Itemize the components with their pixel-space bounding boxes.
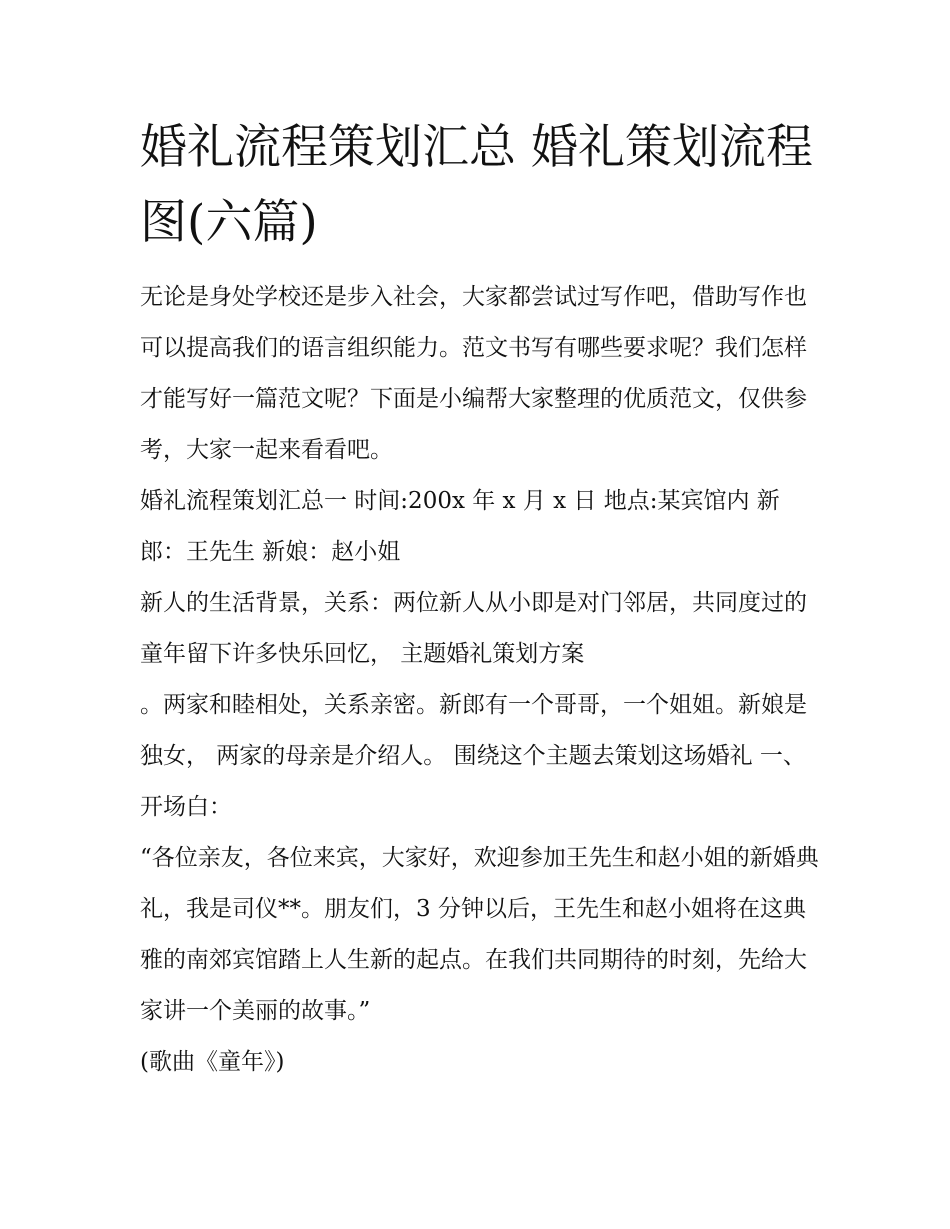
paragraph-background: 新人的生活背景，关系：两位新人从小即是对门邻居，共同度过的童年留下许多快乐回忆， 主题婚礼策划方案 [140,590,807,667]
document-title: 婚礼流程策划汇总 婚礼策划流程图(六篇) [140,120,813,250]
paragraph-intro: 无论是身处学校还是步入社会，大家都尝试过写作吧，借助写作也可以提高我们的语言组织能力。范文书写有哪些要求呢？我们怎样才能写好一篇范文呢？下面是小编帮大家整理的优质范文，仅供参考，大家一起来看看吧。 [140,284,807,463]
paragraph-song: (歌曲《童年》) [140,1049,285,1075]
paragraph-time-place: 婚礼流程策划汇总一 时间:200x 年 x 月 x 日 地点:某宾馆内 新郎：王先生 新娘：赵小姐 [140,488,780,565]
paragraph-opening-speech: “各位亲友，各位来宾，大家好，欢迎参加王先生和赵小姐的新婚典礼，我是司仪**。朋友们，3 分钟以后，王先生和赵小姐将在这典雅的南郊宾馆踏上人生新的起点。在我们共同期待的时刻，先给大家讲一个美丽的故事。” [140,845,819,1024]
paragraph-families: 。两家和睦相处，关系亲密。新郎有一个哥哥，一个姐姐。新娘是独女， 两家的母亲是介绍人。 围绕这个主题去策划这场婚礼 一、开场白： [140,692,807,820]
document-page [140,110,820,1088]
